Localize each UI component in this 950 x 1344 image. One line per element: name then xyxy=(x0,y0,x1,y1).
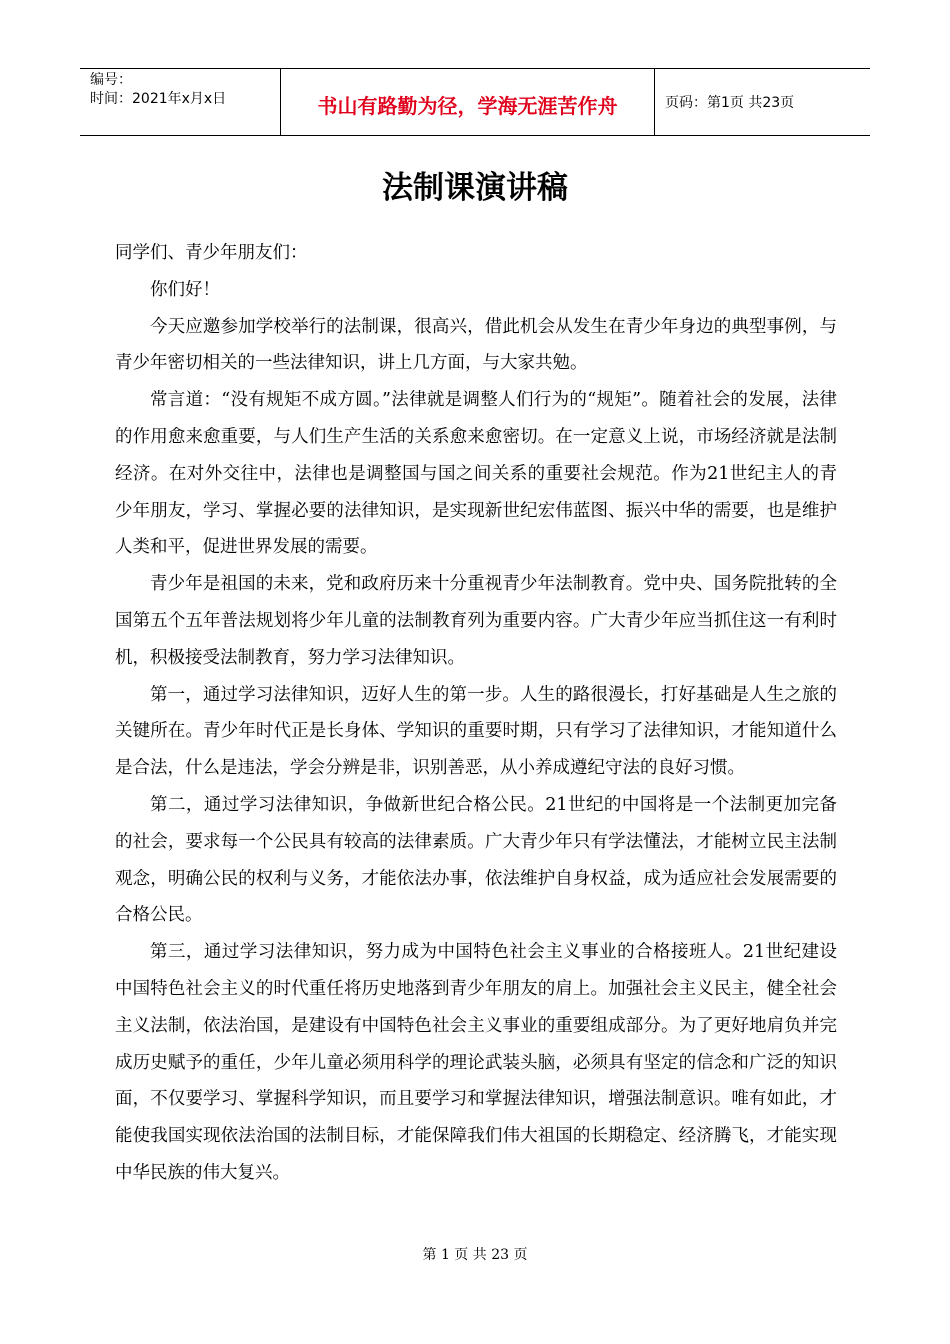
paragraph: 第三，通过学习法律知识，努力成为中国特色社会主义事业的合格接班人。21世纪建设中国特色社会主义的时代重任将历史地落到青少年朋友的肩上。加强社会主义民主，健全社会主义法制，依法治国，是建设有中国特色社会主义事业的重要组成部分。为了更好地肩负并完成历史赋予的重任，少年儿童必须用科学的理论武装头脑，必须具有坚定的信念和广泛的知识面，不仅要学习、掌握科学知识，而且要学习和掌握法律知识，增强法制意识。唯有如此，才能使我国实现依法治国的法制目标，才能保障我们伟大祖国的长期稳定、经济腾飞，才能实现中华民族的伟大复兴。 xyxy=(115,942,837,1183)
code-label: 编号： xyxy=(90,72,132,88)
paragraph: 第二，通过学习法律知识，争做新世纪合格公民。21世纪的中国将是一个法制更加完备的社会，要求每一个公民具有较高的法律素质。广大青少年只有学法懂法，才能树立民主法制观念，明确公民的权利与义务，才能依法办事，依法维护自身权益，成为适应社会发展需要的合格公民。 xyxy=(115,794,837,926)
document-header xyxy=(80,68,870,136)
paragraph: 青少年是祖国的未来，党和政府历来十分重视青少年法制教育。党中央、国务院批转的全国第五个五年普法规划将少年儿童的法制教育列为重要内容。广大青少年应当抓住这一有利时机，积极接受法制教育，努力学习法律知识。 xyxy=(115,574,837,668)
salutation: 同学们、青少年朋友们： xyxy=(115,243,308,263)
paragraph: 今天应邀参加学校举行的法制课，很高兴，借此机会从发生在青少年身边的典型事例，与青少年密切相关的一些法律知识，讲上几方面，与大家共勉。 xyxy=(115,316,837,374)
time-label: 时间：2021年x月x日 xyxy=(90,91,227,107)
header-page-code: 页码：第1页 共23页 xyxy=(665,95,795,111)
header-meta-cell xyxy=(80,69,281,135)
paragraph: 你们好！ xyxy=(150,279,220,300)
paragraph: 常言道：“没有规矩不成方圆。”法律就是调整人们行为的“规矩”。随着社会的发展，法律的作用愈来愈重要，与人们生产生活的关系愈来愈密切。在一定意义上说，市场经济就是法制经济。在对外交往中，法律也是调整国与国之间关系的重要社会规范。作为21世纪主人的青少年朋友，学习、掌握必要的法律知识，是实现新世纪宏伟蓝图、振兴中华的需要，也是维护人类和平，促进世界发展的需要。 xyxy=(115,390,837,558)
document-body xyxy=(115,235,837,1192)
page-footer: 第 1 页 共 23 页 xyxy=(422,1247,528,1263)
header-motto: 书山有路勤为径，学海无涯苦作舟 xyxy=(281,69,655,135)
document-title: 法制课演讲稿 xyxy=(382,170,568,206)
paragraph: 第一，通过学习法律知识，迈好人生的第一步。人生的路很漫长，打好基础是人生之旅的关键所在。青少年时代正是长身体、学知识的重要时期，只有学习了法律知识，才能知道什么是合法，什么是违法，学会分辨是非，识别善恶，从小养成遵纪守法的良好习惯。 xyxy=(115,684,837,779)
